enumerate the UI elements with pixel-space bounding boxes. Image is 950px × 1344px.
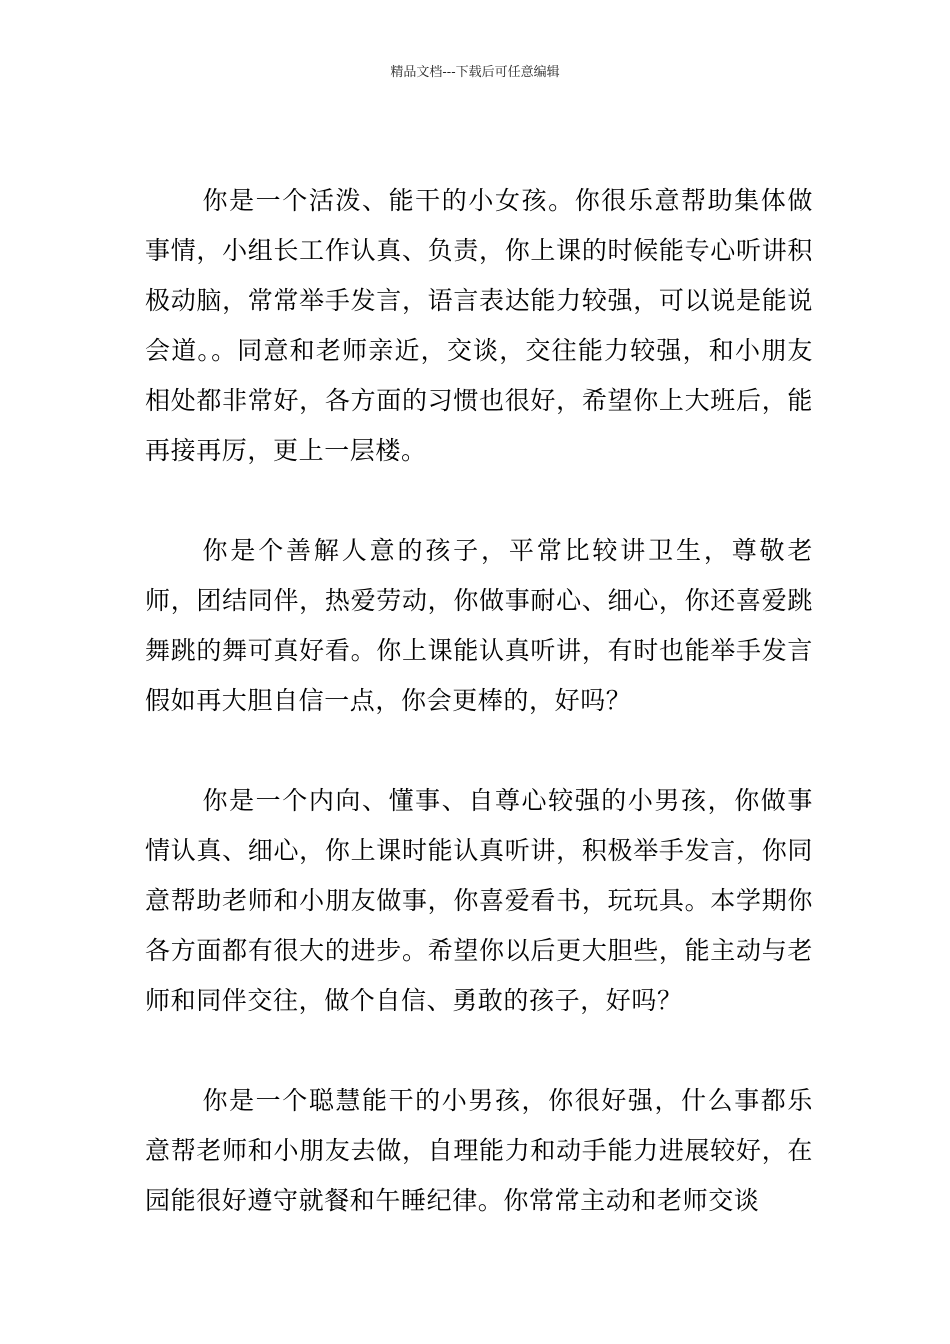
comment-paragraph-3: 你是一个内向、懂事、自尊心较强的小男孩，你做事情认真、细心，你上课时能认真听讲，积极举手发言，你同意帮助老师和小朋友做事，你喜爱看书，玩玩具。本学期你各方面都有很大的进步。希望你以后更大胆些，能主动与老师和同伴交往，做个自信、勇敢的孩子，好吗？ (145, 786, 813, 1015)
comment-paragraph-4: 你是一个聪慧能干的小男孩，你很好强，什么事都乐意帮老师和小朋友去做，自理能力和动手能力进展较好，在园能很好遵守就餐和午睡纪律。你常常主动和老师交谈 (145, 1086, 813, 1215)
document-body (145, 176, 813, 1276)
page-header: 精品文档---下载后可任意编辑 (390, 65, 560, 80)
comment-paragraph-2: 你是个善解人意的孩子，平常比较讲卫生，尊敬老师，团结同伴，热爱劳动，你做事耐心、细心，你还喜爱跳舞跳的舞可真好看。你上课能认真听讲，有时也能举手发言假如再大胆自信一点，你会更棒的，好吗？ (145, 536, 813, 715)
comment-paragraph-1: 你是一个活泼、能干的小女孩。你很乐意帮助集体做事情，小组长工作认真、负责，你上课的时候能专心听讲积极动脑，常常举手发言，语言表达能力较强，可以说是能说会道。。同意和老师亲近，交谈，交往能力较强，和小朋友相处都非常好，各方面的习惯也很好，希望你上大班后，能再接再厉，更上一层楼。 (145, 186, 813, 465)
